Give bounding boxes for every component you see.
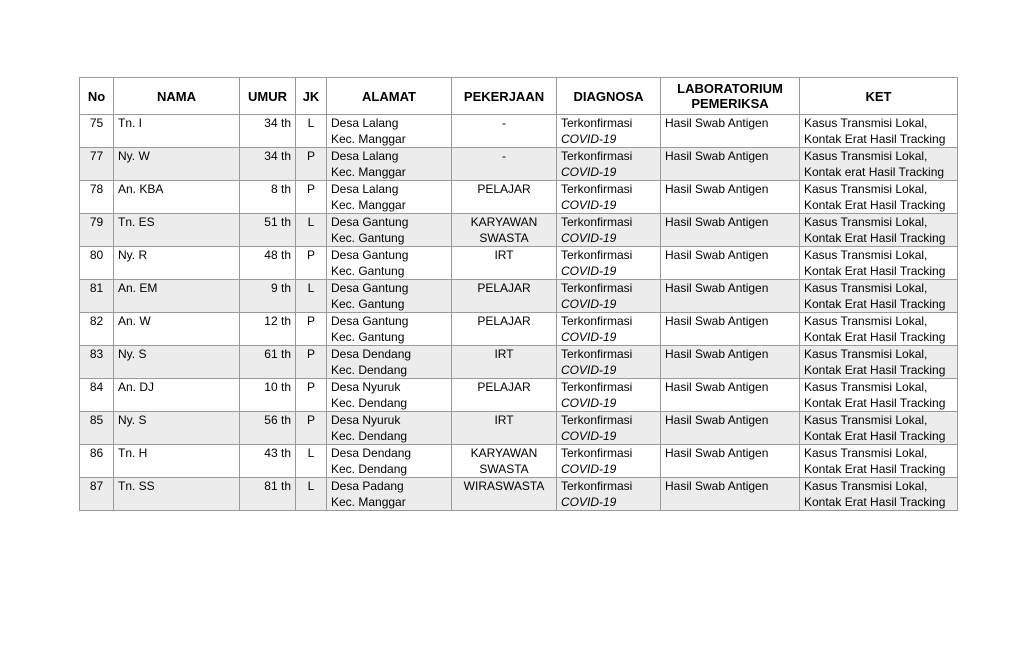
cell-alamat-alamat1: Desa Padang [331, 479, 404, 493]
cell-diagnosa-diag2: COVID-19 [561, 363, 617, 377]
cell-pekerjaan [452, 478, 557, 511]
cell-diagnosa-diag1: Terkonfirmasi [561, 215, 633, 229]
cell-lab [661, 379, 800, 412]
cell-diagnosa-diag2: COVID-19 [561, 264, 617, 278]
cell-umur [240, 478, 296, 511]
cell-diagnosa-diag2: COVID-19 [561, 396, 617, 410]
cell-diagnosa-diag1: Terkonfirmasi [561, 314, 633, 328]
cell-pekerjaan-pek2: SWASTA [479, 231, 529, 245]
cell-no-no: 79 [89, 215, 104, 229]
cell-umur-umur: 12 th [264, 314, 291, 328]
cell-diagnosa [557, 247, 661, 280]
cell-umur-umur: 43 th [264, 446, 291, 460]
cell-jk [296, 181, 327, 214]
cell-ket-ket2: Kontak Erat Hasil Tracking [804, 363, 946, 377]
cell-nama-nama: An. DJ [118, 380, 155, 394]
cell-pekerjaan [452, 445, 557, 478]
case-table [79, 77, 958, 511]
cell-jk-jk: L [307, 281, 315, 295]
cell-lab [661, 478, 800, 511]
cell-alamat [327, 214, 452, 247]
cell-nama [114, 214, 240, 247]
cell-diagnosa-diag2: COVID-19 [561, 495, 617, 509]
cell-umur-umur: 9 th [270, 281, 291, 295]
cell-no-no: 83 [89, 347, 104, 361]
cell-ket [800, 280, 958, 313]
cell-ket-ket2: Kontak Erat Hasil Tracking [804, 198, 946, 212]
cell-no [80, 412, 114, 445]
cell-nama-nama: An. W [118, 314, 151, 328]
cell-no [80, 445, 114, 478]
cell-ket-ket1: Kasus Transmisi Lokal, [804, 281, 928, 295]
cell-diagnosa-diag2: COVID-19 [561, 132, 617, 146]
cell-alamat-alamat1: Desa Gantung [331, 281, 409, 295]
cell-ket-ket2: Kontak Erat Hasil Tracking [804, 231, 946, 245]
cell-diagnosa-diag1: Terkonfirmasi [561, 248, 633, 262]
cell-umur [240, 214, 296, 247]
cell-jk [296, 313, 327, 346]
cell-lab [661, 412, 800, 445]
cell-no [80, 379, 114, 412]
cell-umur [240, 247, 296, 280]
cell-nama-nama: An. KBA [118, 182, 164, 196]
header-pekerjaan: PEKERJAAN [452, 78, 557, 115]
cell-no [80, 346, 114, 379]
cell-alamat [327, 181, 452, 214]
cell-ket-ket1: Kasus Transmisi Lokal, [804, 446, 928, 460]
cell-diagnosa [557, 148, 661, 181]
cell-pekerjaan [452, 280, 557, 313]
cell-diagnosa-diag2: COVID-19 [561, 198, 617, 212]
cell-nama-nama: Tn. I [118, 116, 143, 130]
cell-pekerjaan-pek1: KARYAWAN [470, 446, 538, 460]
cell-ket-ket1: Kasus Transmisi Lokal, [804, 215, 928, 229]
cell-jk-jk: P [306, 182, 315, 196]
cell-jk [296, 115, 327, 148]
cell-ket-ket1: Kasus Transmisi Lokal, [804, 149, 928, 163]
cell-jk [296, 412, 327, 445]
cell-jk-jk: L [307, 116, 315, 130]
cell-ket-ket2: Kontak Erat Hasil Tracking [804, 495, 946, 509]
table-row [80, 247, 958, 280]
cell-diagnosa-diag2: COVID-19 [561, 462, 617, 476]
cell-diagnosa [557, 379, 661, 412]
cell-alamat-alamat1: Desa Lalang [331, 182, 399, 196]
cell-ket-ket1: Kasus Transmisi Lokal, [804, 380, 928, 394]
cell-no [80, 148, 114, 181]
cell-ket-ket2: Kontak Erat Hasil Tracking [804, 330, 946, 344]
cell-diagnosa-diag2: COVID-19 [561, 429, 617, 443]
cell-ket-ket2: Kontak erat Hasil Tracking [804, 165, 945, 179]
cell-no-no: 82 [89, 314, 104, 328]
cell-pekerjaan [452, 379, 557, 412]
cell-lab-lab: Hasil Swab Antigen [665, 413, 769, 427]
cell-nama-nama: Tn. SS [118, 479, 155, 493]
cell-pekerjaan [452, 148, 557, 181]
cell-nama-nama: Ny. W [118, 149, 150, 163]
cell-alamat-alamat1: Desa Dendang [331, 446, 412, 460]
table-body [80, 115, 958, 511]
cell-alamat [327, 478, 452, 511]
cell-jk-jk: P [306, 347, 315, 361]
cell-jk-jk: P [306, 248, 315, 262]
cell-pekerjaan-pek1: - [502, 116, 506, 130]
cell-diagnosa-diag2: COVID-19 [561, 231, 617, 245]
cell-pekerjaan-pek1: PELAJAR [477, 314, 531, 328]
cell-no-no: 80 [89, 248, 104, 262]
cell-diagnosa-diag1: Terkonfirmasi [561, 347, 633, 361]
cell-alamat-alamat1: Desa Lalang [331, 149, 399, 163]
cell-ket [800, 346, 958, 379]
header-diagnosa: DIAGNOSA [557, 78, 661, 115]
cell-alamat-alamat2: Kec. Gantung [331, 231, 405, 245]
cell-diagnosa-diag1: Terkonfirmasi [561, 380, 633, 394]
cell-alamat-alamat2: Kec. Dendang [331, 429, 408, 443]
header-nama: NAMA [114, 78, 240, 115]
cell-diagnosa-diag2: COVID-19 [561, 165, 617, 179]
cell-pekerjaan [452, 346, 557, 379]
cell-ket-ket2: Kontak Erat Hasil Tracking [804, 429, 946, 443]
cell-diagnosa [557, 280, 661, 313]
cell-alamat [327, 412, 452, 445]
cell-alamat [327, 280, 452, 313]
cell-umur-umur: 10 th [264, 380, 291, 394]
cell-pekerjaan-pek1: KARYAWAN [470, 215, 538, 229]
cell-pekerjaan-pek1: WIRASWASTA [463, 479, 545, 493]
cell-no-no: 85 [89, 413, 104, 427]
cell-lab-lab: Hasil Swab Antigen [665, 149, 769, 163]
cell-umur-umur: 61 th [264, 347, 291, 361]
table-row [80, 379, 958, 412]
cell-lab-lab: Hasil Swab Antigen [665, 281, 769, 295]
cell-alamat-alamat2: Kec. Manggar [331, 132, 406, 146]
table-row [80, 181, 958, 214]
cell-nama-nama: Ny. S [118, 347, 147, 361]
cell-alamat-alamat2: Kec. Manggar [331, 495, 406, 509]
cell-no [80, 247, 114, 280]
cell-umur [240, 379, 296, 412]
cell-alamat-alamat2: Kec. Gantung [331, 330, 405, 344]
cell-lab [661, 115, 800, 148]
cell-ket-ket1: Kasus Transmisi Lokal, [804, 347, 928, 361]
cell-diagnosa-diag1: Terkonfirmasi [561, 413, 633, 427]
cell-lab-lab: Hasil Swab Antigen [665, 248, 769, 262]
cell-umur [240, 280, 296, 313]
cell-ket-ket1: Kasus Transmisi Lokal, [804, 479, 928, 493]
cell-jk-jk: P [306, 314, 315, 328]
cell-diagnosa [557, 445, 661, 478]
cell-alamat-alamat2: Kec. Gantung [331, 297, 405, 311]
cell-diagnosa [557, 115, 661, 148]
header-umur: UMUR [240, 78, 296, 115]
cell-lab-lab: Hasil Swab Antigen [665, 116, 769, 130]
cell-lab [661, 247, 800, 280]
cell-jk-jk: P [306, 149, 315, 163]
cell-lab-lab: Hasil Swab Antigen [665, 314, 769, 328]
cell-jk-jk: L [307, 215, 315, 229]
cell-ket-ket1: Kasus Transmisi Lokal, [804, 182, 928, 196]
cell-umur-umur: 34 th [264, 116, 291, 130]
cell-ket-ket1: Kasus Transmisi Lokal, [804, 413, 928, 427]
cell-lab-lab: Hasil Swab Antigen [665, 380, 769, 394]
cell-lab [661, 148, 800, 181]
cell-alamat [327, 313, 452, 346]
cell-alamat-alamat1: Desa Gantung [331, 215, 409, 229]
cell-ket [800, 247, 958, 280]
cell-ket-ket2: Kontak Erat Hasil Tracking [804, 462, 946, 476]
cell-diagnosa [557, 214, 661, 247]
cell-lab-lab: Hasil Swab Antigen [665, 182, 769, 196]
cell-umur-umur: 56 th [264, 413, 291, 427]
cell-ket [800, 214, 958, 247]
cell-lab-lab: Hasil Swab Antigen [665, 215, 769, 229]
cell-no [80, 313, 114, 346]
cell-alamat [327, 346, 452, 379]
cell-nama [114, 379, 240, 412]
cell-ket-ket2: Kontak Erat Hasil Tracking [804, 132, 946, 146]
cell-jk-jk: P [306, 380, 315, 394]
cell-umur [240, 115, 296, 148]
cell-no-no: 81 [89, 281, 104, 295]
cell-nama [114, 412, 240, 445]
cell-ket-ket2: Kontak Erat Hasil Tracking [804, 396, 946, 410]
cell-umur-umur: 51 th [264, 215, 291, 229]
cell-ket [800, 379, 958, 412]
cell-pekerjaan-pek1: IRT [494, 248, 514, 262]
cell-umur [240, 346, 296, 379]
cell-pekerjaan-pek1: - [502, 149, 506, 163]
header-row [80, 78, 958, 115]
cell-jk-jk: L [307, 479, 315, 493]
header-jk: JK [296, 78, 327, 115]
cell-ket [800, 181, 958, 214]
cell-jk-jk: P [306, 413, 315, 427]
cell-alamat [327, 148, 452, 181]
cell-lab [661, 346, 800, 379]
cell-ket-ket2: Kontak Erat Hasil Tracking [804, 264, 946, 278]
cell-nama [114, 445, 240, 478]
cell-pekerjaan-pek1: IRT [494, 413, 514, 427]
cell-ket [800, 115, 958, 148]
cell-nama-nama: An. EM [118, 281, 158, 295]
cell-nama [114, 313, 240, 346]
cell-ket [800, 148, 958, 181]
cell-diagnosa-diag1: Terkonfirmasi [561, 446, 633, 460]
cell-jk [296, 148, 327, 181]
cell-jk [296, 445, 327, 478]
cell-diagnosa-diag1: Terkonfirmasi [561, 116, 633, 130]
cell-nama [114, 478, 240, 511]
cell-umur-umur: 81 th [264, 479, 291, 493]
cell-diagnosa-diag1: Terkonfirmasi [561, 281, 633, 295]
cell-no [80, 280, 114, 313]
cell-no-no: 77 [89, 149, 104, 163]
cell-lab [661, 313, 800, 346]
cell-jk [296, 214, 327, 247]
cell-umur [240, 412, 296, 445]
table-row [80, 214, 958, 247]
cell-alamat-alamat1: Desa Dendang [331, 347, 412, 361]
cell-ket-ket2: Kontak Erat Hasil Tracking [804, 297, 946, 311]
cell-no [80, 478, 114, 511]
table-row [80, 346, 958, 379]
cell-nama [114, 115, 240, 148]
cell-pekerjaan [452, 115, 557, 148]
cell-no-no: 87 [89, 479, 104, 493]
cell-alamat-alamat1: Desa Lalang [331, 116, 399, 130]
cell-alamat-alamat1: Desa Gantung [331, 314, 409, 328]
cell-ket-ket1: Kasus Transmisi Lokal, [804, 314, 928, 328]
cell-pekerjaan-pek1: PELAJAR [477, 182, 531, 196]
cell-lab-lab: Hasil Swab Antigen [665, 347, 769, 361]
cell-alamat-alamat2: Kec. Gantung [331, 264, 405, 278]
cell-alamat-alamat2: Kec. Dendang [331, 462, 408, 476]
header-alamat: ALAMAT [327, 78, 452, 115]
cell-umur [240, 445, 296, 478]
cell-umur [240, 313, 296, 346]
cell-diagnosa [557, 346, 661, 379]
cell-pekerjaan [452, 181, 557, 214]
cell-nama-nama: Tn. ES [118, 215, 155, 229]
cell-jk [296, 247, 327, 280]
cell-umur-umur: 8 th [270, 182, 291, 196]
cell-lab [661, 280, 800, 313]
cell-jk [296, 280, 327, 313]
cell-diagnosa-diag1: Terkonfirmasi [561, 149, 633, 163]
cell-no [80, 214, 114, 247]
cell-diagnosa [557, 478, 661, 511]
table-row [80, 313, 958, 346]
cell-no-no: 86 [89, 446, 104, 460]
cell-umur-umur: 34 th [264, 149, 291, 163]
cell-lab [661, 445, 800, 478]
cell-nama [114, 280, 240, 313]
header-laboratorium [661, 78, 800, 115]
cell-jk-jk: L [307, 446, 315, 460]
cell-diagnosa-diag1: Terkonfirmasi [561, 479, 633, 493]
cell-lab [661, 181, 800, 214]
table-row [80, 412, 958, 445]
cell-pekerjaan-pek1: PELAJAR [477, 380, 531, 394]
cell-ket [800, 478, 958, 511]
header-ket: KET [800, 78, 958, 115]
cell-pekerjaan [452, 412, 557, 445]
cell-alamat-alamat2: Kec. Dendang [331, 396, 408, 410]
table-row [80, 478, 958, 511]
cell-ket [800, 412, 958, 445]
cell-lab-lab: Hasil Swab Antigen [665, 446, 769, 460]
cell-pekerjaan [452, 313, 557, 346]
cell-no-no: 78 [89, 182, 104, 196]
header-lab-line2: PEMERIKSA [691, 96, 769, 111]
cell-pekerjaan [452, 247, 557, 280]
cell-nama-nama: Tn. H [118, 446, 148, 460]
cell-umur-umur: 48 th [264, 248, 291, 262]
cell-umur [240, 181, 296, 214]
cell-pekerjaan-pek1: IRT [494, 347, 514, 361]
cell-alamat-alamat1: Desa Nyuruk [331, 413, 401, 427]
cell-no [80, 115, 114, 148]
cell-nama [114, 247, 240, 280]
cell-nama-nama: Ny. R [118, 248, 148, 262]
cell-ket [800, 313, 958, 346]
table-row [80, 148, 958, 181]
cell-nama [114, 346, 240, 379]
cell-nama [114, 148, 240, 181]
cell-pekerjaan-pek2: SWASTA [479, 462, 529, 476]
cell-alamat [327, 445, 452, 478]
cell-jk [296, 379, 327, 412]
cell-alamat-alamat2: Kec. Dendang [331, 363, 408, 377]
cell-jk [296, 346, 327, 379]
cell-diagnosa [557, 313, 661, 346]
cell-alamat [327, 247, 452, 280]
cell-lab [661, 214, 800, 247]
cell-diagnosa-diag1: Terkonfirmasi [561, 182, 633, 196]
table-row [80, 115, 958, 148]
cell-diagnosa-diag2: COVID-19 [561, 330, 617, 344]
header-lab-line1: LABORATORIUM [677, 81, 783, 96]
cell-diagnosa [557, 181, 661, 214]
cell-pekerjaan [452, 214, 557, 247]
cell-no [80, 181, 114, 214]
cell-no-no: 75 [89, 116, 104, 130]
cell-ket-ket1: Kasus Transmisi Lokal, [804, 116, 928, 130]
cell-jk [296, 478, 327, 511]
cell-nama [114, 181, 240, 214]
cell-ket-ket1: Kasus Transmisi Lokal, [804, 248, 928, 262]
cell-pekerjaan-pek1: PELAJAR [477, 281, 531, 295]
cell-lab-lab: Hasil Swab Antigen [665, 479, 769, 493]
cell-diagnosa-diag2: COVID-19 [561, 297, 617, 311]
table-row [80, 445, 958, 478]
cell-alamat-alamat2: Kec. Manggar [331, 198, 406, 212]
cell-ket [800, 445, 958, 478]
header-no: No [80, 78, 114, 115]
cell-diagnosa [557, 412, 661, 445]
cell-alamat-alamat1: Desa Nyuruk [331, 380, 401, 394]
cell-alamat [327, 379, 452, 412]
cell-alamat-alamat1: Desa Gantung [331, 248, 409, 262]
cell-nama-nama: Ny. S [118, 413, 147, 427]
cell-umur [240, 148, 296, 181]
cell-alamat [327, 115, 452, 148]
cell-alamat-alamat2: Kec. Manggar [331, 165, 406, 179]
cell-no-no: 84 [89, 380, 104, 394]
table-row [80, 280, 958, 313]
